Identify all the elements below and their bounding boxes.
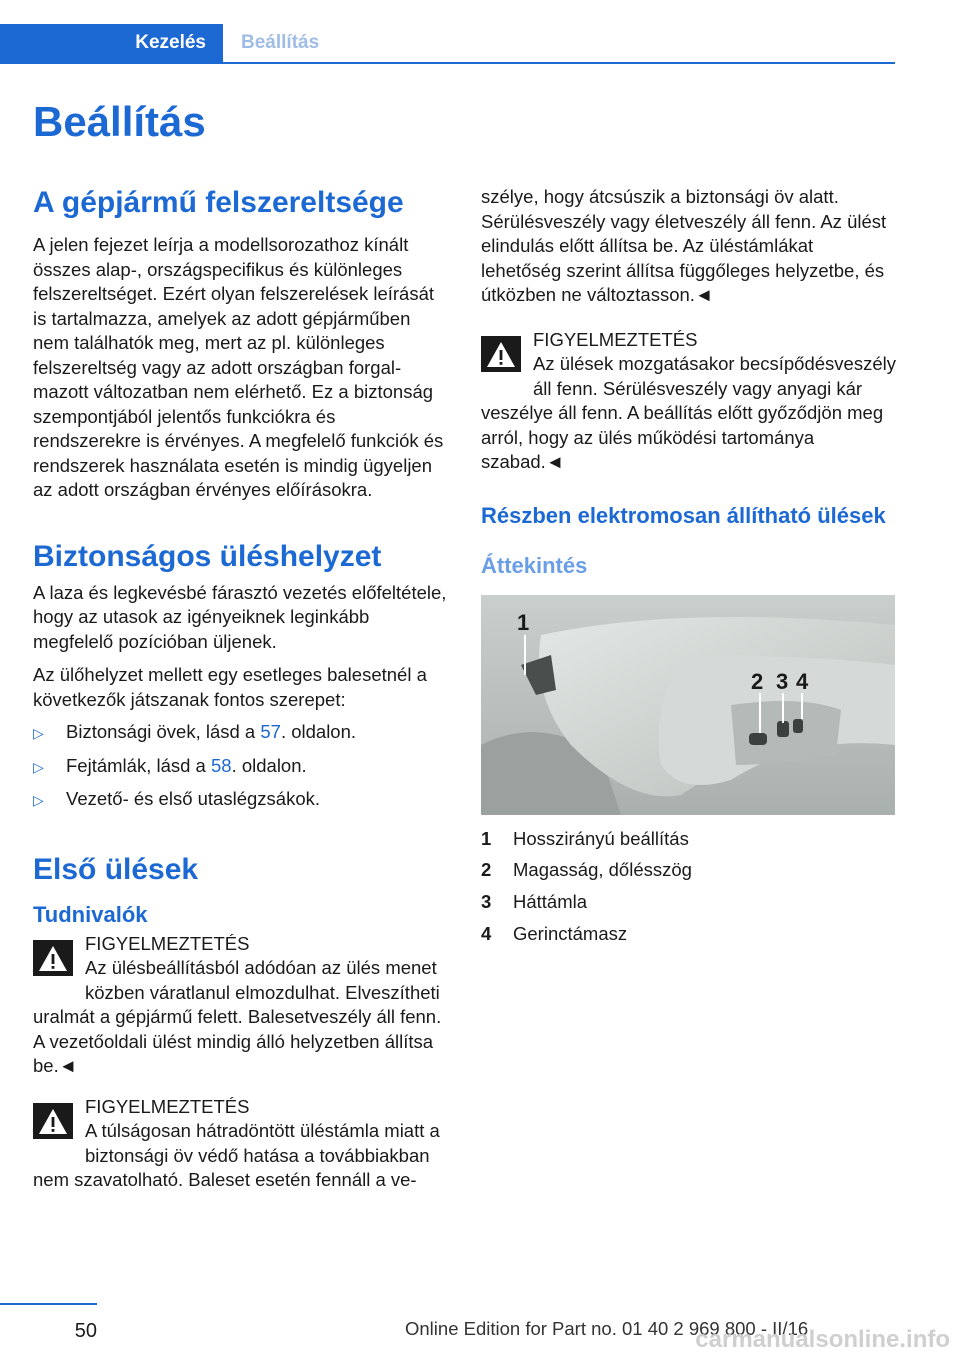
subsection-title-notes: Tudnivalók bbox=[33, 901, 148, 927]
image-label-2: 2 bbox=[751, 668, 764, 694]
seating-body-1: A laza és legkevésbé fárasztó vezetés előfeltétele, hogy az utasok az igényeiknek leginkább megfelelő pozícióban üljenek. bbox=[33, 581, 447, 652]
page-link-57[interactable]: 57 bbox=[260, 721, 281, 742]
tab-kezeles[interactable]: Kezelés bbox=[0, 24, 223, 62]
section-title-equipment: A gépjármű felszereltsége bbox=[33, 186, 404, 219]
warning-title: FIGYELMEZTETÉS bbox=[85, 932, 250, 954]
legend-item bbox=[481, 890, 896, 922]
legend-list bbox=[481, 827, 896, 954]
left-column bbox=[33, 185, 448, 1193]
legend-number: 2 bbox=[481, 859, 492, 881]
list-item-text: . oldalon. bbox=[231, 754, 307, 776]
list-item-text: Fejtámlák, lásd a bbox=[66, 754, 211, 776]
list-item-text: . oldalon. bbox=[280, 721, 357, 742]
image-label-3: 3 bbox=[776, 668, 789, 694]
overview-title: Áttekintés bbox=[481, 552, 588, 578]
safety-list bbox=[33, 720, 448, 812]
list-item bbox=[33, 720, 448, 745]
legend-text: Hosszirányú beállítás bbox=[513, 827, 689, 849]
triangle-bullet-icon: ▷ bbox=[33, 792, 44, 808]
image-label-4: 4 bbox=[796, 668, 809, 694]
list-item-text: Vezető- és első utaslégzsákok. bbox=[66, 788, 321, 809]
legend-number: 4 bbox=[481, 922, 492, 944]
warning-title: FIGYELMEZTETÉS bbox=[533, 328, 698, 350]
warning-block bbox=[33, 932, 448, 1079]
triangle-bullet-icon: ▷ bbox=[33, 725, 44, 741]
warning-block bbox=[33, 1095, 448, 1193]
legend-text: Háttámla bbox=[513, 890, 588, 912]
triangle-bullet-icon: ▷ bbox=[33, 758, 44, 775]
page-number-block bbox=[0, 1303, 97, 1342]
header-tabs bbox=[0, 24, 895, 64]
warning-body: A túlságosan hátradöntött üléstámla miatt a biztonsági öv védő hatása a továbbiakban nem szavatolható. Baleset esetén fennáll a ve- bbox=[33, 1120, 440, 1190]
seating-body-2: Az ülőhelyzet mellett egy esetleges balesetnél a következők játszanak fontos szerepet: bbox=[33, 664, 427, 710]
legend-number: 3 bbox=[481, 890, 492, 912]
list-item-text: Biztonsági övek, lásd a bbox=[66, 721, 261, 742]
subsection-title-electric-seats: Részben elektromosan állítható ülések bbox=[481, 502, 886, 528]
page-link-58[interactable]: 58 bbox=[210, 754, 232, 776]
warning-icon bbox=[481, 336, 521, 372]
section-body-equipment: A jelen fejezet leírja a modellsorozathoz kínált összes alap-, országspecifikus és különleges felszereltséget. Ezért olyan felszerelések leírását is tartalmazza, amelyek az adott gépjárműben nem találhatók meg, mert az pl. különleges felszereltség vagy az adott országban forgalmazott változatban nem elérhető. Ez a biztonság szempontjából jelentős funkciókra és rendszerekre is érvényes. A megfelelő funkciók és rendszerek használata esetén is mindig ügyeljen az adott országban érvényes előírásokra. bbox=[33, 234, 444, 500]
tab-beallitas[interactable]: Beállítás bbox=[241, 32, 320, 53]
legend-item bbox=[481, 858, 896, 890]
legend-number: 1 bbox=[481, 827, 492, 849]
page-title: Beállítás bbox=[33, 98, 206, 145]
right-column bbox=[481, 185, 896, 953]
warning-title: FIGYELMEZTETÉS bbox=[85, 1095, 250, 1117]
section-title-seating-position: Biztonságos üléshelyzet bbox=[33, 539, 382, 573]
legend-text: Magasság, dőlésszög bbox=[513, 859, 692, 881]
warning-body: Az ülésbeállításból adódóan az ülés menet közben váratlanul elmozdulhat. Elveszítheti uralmát a gépjármű felett. Balesetveszély áll fenn. A vezetőoldali ülést mindig álló helyzetben állítsa be.◄ bbox=[33, 957, 442, 1076]
warning-block bbox=[481, 328, 896, 475]
legend-item bbox=[481, 922, 896, 954]
legend-item bbox=[481, 827, 896, 859]
page-number: 50 bbox=[74, 1320, 97, 1342]
seat-controls-image bbox=[481, 595, 895, 815]
list-item bbox=[33, 754, 448, 779]
warning-icon bbox=[33, 1103, 73, 1139]
watermark: carmanualsonline.info bbox=[695, 1326, 950, 1353]
legend-text: Gerinctámasz bbox=[513, 922, 628, 944]
edition-footer: Online Edition for Part no. 01 40 2 969 800 - II/16 bbox=[405, 1318, 809, 1339]
warning-body: Az ülések mozgatásakor becsípődésveszély áll fenn. Sérülésveszély vagy anyagi kár veszélye áll fenn. A beállítás előtt győződjön meg arról, hogy az ülés működési tartománya szabad.◄ bbox=[481, 353, 896, 472]
warning-icon bbox=[33, 940, 73, 976]
continued-text: szélye, hogy átcsúszik a biztonsági öv alatt. Sérülésveszély vagy életveszély áll fenn. Az ülést elindulás előtt állítsa be. Az üléstámlákat lehetőség szerint állítsa függőleges helyzetbe, és útközben ne változtasson.◄ bbox=[481, 186, 887, 305]
section-title-front-seats: Első ülések bbox=[33, 852, 199, 886]
list-item bbox=[33, 787, 448, 812]
image-label-1: 1 bbox=[517, 609, 530, 635]
